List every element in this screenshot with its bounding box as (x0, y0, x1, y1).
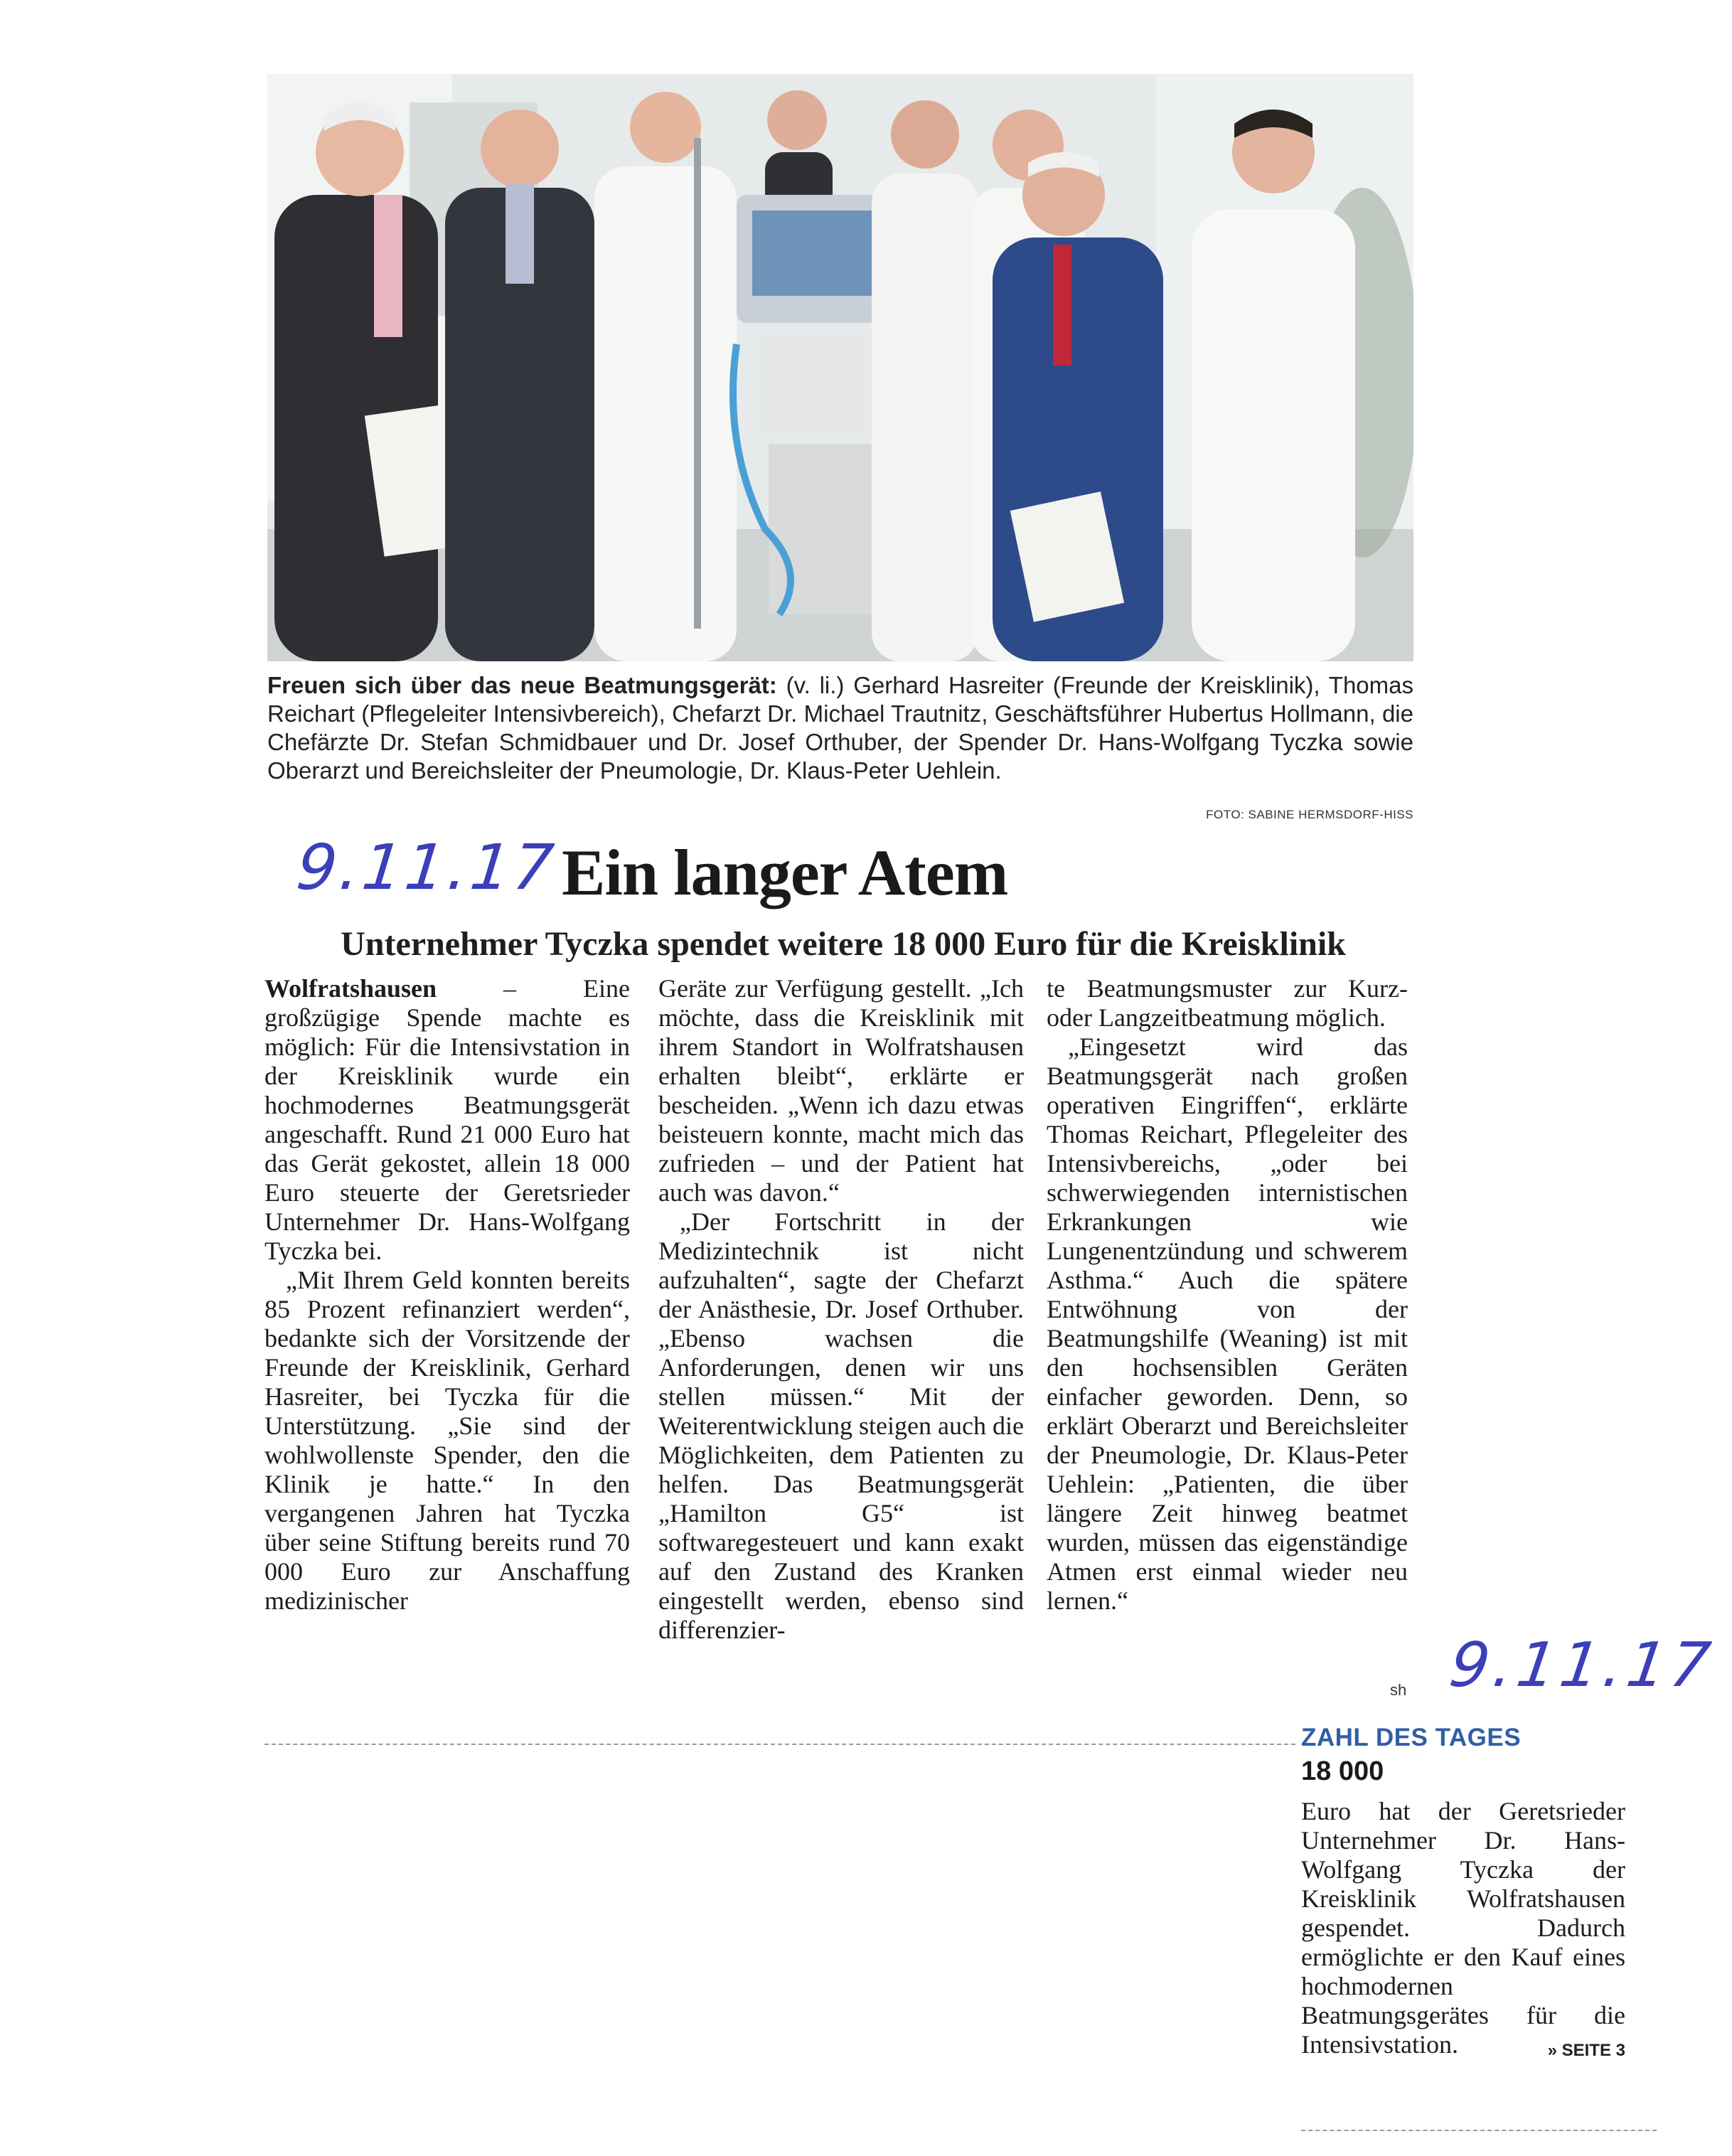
cut-line (1301, 2130, 1657, 2131)
caption-text: (v. li.) Gerhard Hasreiter (Freunde der Kreisklinik), Thomas Reichart (Pflegeleiter Intensivbereich), Chefarzt Dr. Michael Trautnitz, Geschäftsführer Hubertus Hollmann, die Chefärzte Dr. Stefan Schmidbauer und Dr. Josef Orthuber, der Spender Dr. Hans-Wolfgang Tyczka sowie Oberarzt und Bereichsleiter der Pneumologie, Dr. Klaus-Peter Uehlein. (267, 672, 1413, 784)
subheadline: Unternehmer Tyczka spendet weitere 18 000 Euro für die Kreisklinik (341, 925, 1346, 963)
paragraph: „Der Fortschritt in der Medizintechnik ist nicht aufzuhalten“, sagte der Chefarzt der Anästhesie, Dr. Josef Orthuber. „Ebenso wachsen die Anforderungen, denen wir uns stellen müssen.“ Mit der Weiterentwicklung steigen auch die Möglichkeiten, dem Patienten zu helfen. Das Beatmungsgerät „Hamilton G5“ ist softwaregesteuert und kann exakt auf den Zustand des Kranken eingestellt werden, ebenso sind differenzier- (658, 1207, 1024, 1644)
number-of-the-day-text (1301, 1797, 1625, 2059)
handwritten-date-2: 9.11.17 (1445, 1630, 1719, 1701)
photo-caption (267, 671, 1413, 785)
paragraph: Geräte zur Verfügung gestellt. „Ich möchte, dass die Kreisklinik mit ihrem Standort in Wolfratshausen erhalten bleibt“, erklärte er bescheiden. „Wenn ich dazu etwas beisteuern konnte, macht mich das zufrieden – und der Patient hat auch was davon.“ (658, 974, 1024, 1207)
paragraph-text: – Eine großzügige Spende machte es möglich: Für die Intensivstation in der Kreisklinik wurde ein hochmodernes Beatmungsgerät angeschafft. Rund 21 000 Euro hat das Gerät gekostet, allein 18 000 Euro steuerte der Geretsrieder Unternehmer Dr. Hans-Wolfgang Tyczka bei. (264, 974, 630, 1265)
paragraph: „Eingesetzt wird das Beatmungsgerät nach großen operativen Eingriffen“, erklärte Thomas Reichart, Pflegeleiter des Intensivbereichs, „oder bei schwerwiegenden internistischen Erkrankungen wie Lungenentzündung und schwerem Asthma.“ Auch die spätere Entwöhnung von der Beatmungshilfe (Weaning) ist mit den hochsensiblen Geräten einfacher geworden. Denn, so erklärt Oberarzt und Bereichsleiter der Pneumologie, Dr. Klaus-Peter Uehlein: „Patienten, die über längere Zeit hinweg beatmet wurden, müssen das eigenständige Atmen erst einmal wieder neu lernen.“ (1047, 1032, 1408, 1615)
headline: Ein langer Atem (562, 836, 1008, 909)
caption-lead: Freuen sich über das neue Beatmungsgerät: (267, 672, 777, 698)
dateline: Wolfratshausen (264, 974, 437, 1003)
article-column-3 (1047, 974, 1408, 1616)
group-photo-illustration (267, 74, 1413, 661)
cut-line (264, 1744, 1295, 1745)
number-of-the-day-label: ZAHL DES TAGES (1301, 1724, 1522, 1751)
number-of-the-day-value: 18 000 (1301, 1756, 1384, 1786)
paragraph (264, 974, 630, 1266)
photo-credit: FOTO: SABINE HERMSDORF-HISS (1206, 808, 1413, 821)
paragraph: „Mit Ihrem Geld konnten bereits 85 Prozent refinanziert werden“, bedankte sich der Vorsitzende der Freunde der Kreisklinik, Gerhard Hasreiter, bei Tyczka für die Unterstützung. „Sie sind der wohlwollenste Spender, den die Klinik je hatte.“ In den vergangenen Jahren hat Tyczka über seine Stiftung bereits rund 70 000 Euro zur Anschaffung medizinischer (264, 1266, 630, 1615)
continue-link[interactable]: » SEITE 3 (1547, 2041, 1625, 2060)
article-photo (267, 74, 1413, 661)
number-of-the-day (1301, 1724, 1625, 2065)
number-of-the-day-body: Euro hat der Geretsrieder Unternehmer Dr. Hans-Wolfgang Tyczka der Kreisklinik Wolfratshausen gespendet. Dadurch ermöglichte er den Kauf eines hochmodernen Beatmungsgerätes für die Intensivstation. (1301, 1797, 1625, 2059)
article-column-2 (658, 974, 1024, 1645)
author-initials: sh (1390, 1681, 1407, 1699)
article-column-1 (264, 974, 630, 1616)
paragraph: te Beatmungsmuster zur Kurz- oder Langzeitbeatmung möglich. (1047, 974, 1408, 1032)
handwritten-date: 9.11.17 (293, 831, 560, 904)
